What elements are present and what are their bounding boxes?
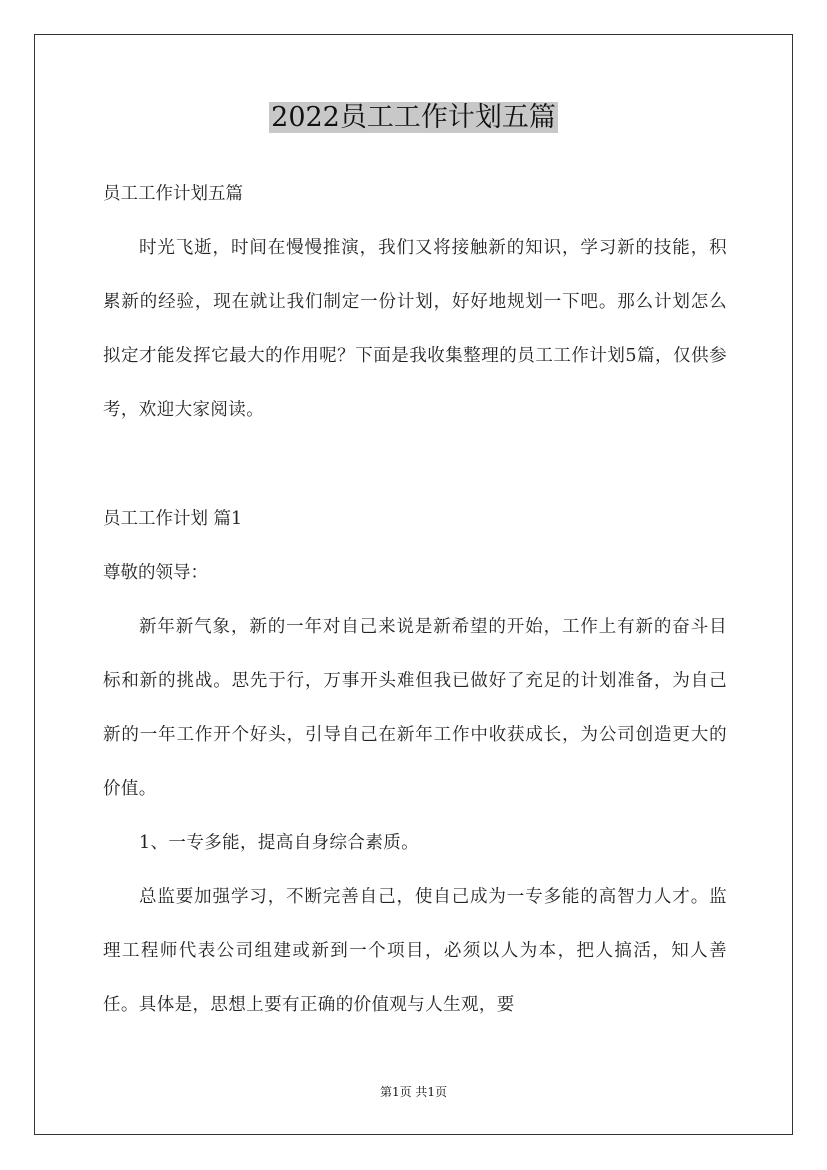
paragraph-2: 总监要加强学习，不断完善自己，使自己成为一专多能的高智力人才。监理工程师代表公司组建或新到一个项目，必须以人为本，把人搞活，知人善任。具体是，思想上要有正确的价值观与人生观，要 [103, 887, 727, 1015]
document-subtitle: 员工工作计划五篇 [103, 184, 243, 204]
intro-paragraph: 时光飞逝，时间在慢慢推演，我们又将接触新的知识，学习新的技能，积累新的经验，现在就让我们制定一份计划，好好地规划一下吧。那么计划怎么拟定才能发挥它最大的作用呢？下面是我收集整理的员工工作计划5篇，仅供参考，欢迎大家阅读。 [103, 238, 727, 420]
page-footer: 第1页 共1页 [379, 1085, 448, 1099]
salutation: 尊敬的领导： [103, 563, 208, 583]
list-item-1: 1、一专多能，提高自身综合素质。 [139, 833, 420, 853]
section-heading: 员工工作计划 篇1 [103, 509, 243, 529]
paragraph-1: 新年新气象，新的一年对自己来说是新希望的开始，工作上有新的奋斗目标和新的挑战。思先于行，万事开头难但我已做好了充足的计划准备，为自己新的一年工作开个好头，引导自己在新年工作中收获成长，为公司创造更大的价值。 [103, 617, 727, 799]
document-title-container [0, 98, 827, 138]
document-title: 2022员工工作计划五篇 [271, 102, 556, 133]
